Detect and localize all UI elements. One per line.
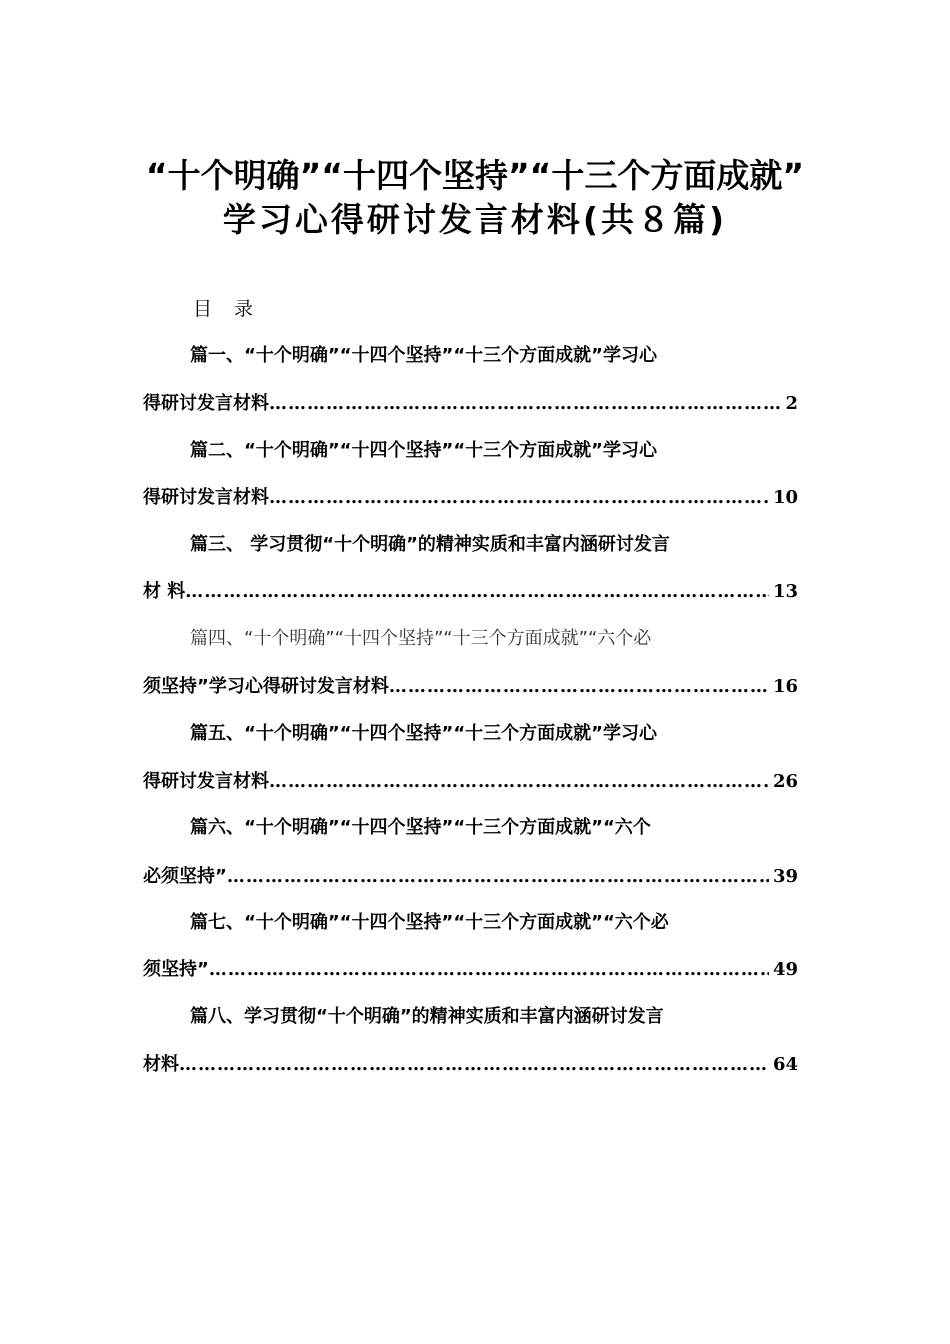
toc-entry-6-line-1[interactable]: 篇六、“十个明确”“十四个坚持”“十三个方面成就”“六个 bbox=[190, 817, 651, 838]
toc-entry-5-title-end: 得研讨发言材料 bbox=[143, 771, 269, 792]
toc-entry-6-page: 39 bbox=[772, 866, 798, 887]
toc-entry-3-page: 13 bbox=[772, 581, 798, 602]
toc-entry-6-leader bbox=[227, 863, 769, 891]
toc-entry-4-line-2[interactable] bbox=[143, 673, 798, 701]
toc-entry-1-line-2[interactable] bbox=[143, 390, 798, 418]
toc-entry-7-title-end: 须坚持” bbox=[143, 959, 209, 980]
toc-entry-1-line-1[interactable]: 篇一、“十个明确”“十四个坚持”“十三个方面成就”学习心 bbox=[190, 345, 657, 366]
toc-entry-4-line-1[interactable]: 篇四、“十个明确”“十四个坚持”“十三个方面成就”“六个必 bbox=[190, 628, 652, 649]
toc-entry-8-line-2[interactable] bbox=[143, 1051, 798, 1079]
toc-entry-7-leader bbox=[209, 956, 769, 984]
toc-entry-2-title-end: 得研讨发言材料 bbox=[143, 487, 269, 508]
toc-entry-6-line-2[interactable] bbox=[143, 863, 798, 891]
toc-entry-1-title-end: 得研讨发言材料 bbox=[143, 393, 269, 414]
toc-entry-3-title-end: 材 料 bbox=[143, 581, 186, 602]
document-title-line-1: “十个明确”“十四个坚持”“十三个方面成就” bbox=[145, 156, 805, 195]
toc-entry-2-line-2[interactable] bbox=[143, 484, 798, 512]
toc-entry-1-page: 2 bbox=[785, 393, 798, 414]
toc-entry-2-line-1[interactable]: 篇二、“十个明确”“十四个坚持”“十三个方面成就”学习心 bbox=[190, 440, 657, 461]
toc-entry-2-leader bbox=[269, 484, 769, 512]
toc-entry-5-line-2[interactable] bbox=[143, 768, 798, 796]
document-title-line-2: 学习心得研讨发言材料(共８篇) bbox=[222, 200, 728, 239]
toc-entry-4-page: 16 bbox=[772, 676, 798, 697]
toc-entry-8-title-end: 材料 bbox=[143, 1054, 179, 1075]
toc-entry-7-line-2[interactable] bbox=[143, 956, 798, 984]
toc-entry-2-page: 10 bbox=[772, 487, 798, 508]
toc-heading: 目录 bbox=[193, 298, 276, 320]
toc-entry-7-page: 49 bbox=[772, 959, 798, 980]
toc-entry-5-leader bbox=[269, 768, 769, 796]
toc-entry-5-line-1[interactable]: 篇五、“十个明确”“十四个坚持”“十三个方面成就”学习心 bbox=[190, 723, 657, 744]
toc-entry-3-line-2[interactable] bbox=[143, 578, 798, 606]
toc-entry-7-line-1[interactable]: 篇七、“十个明确”“十四个坚持”“十三个方面成就”“六个必 bbox=[190, 912, 669, 933]
toc-entry-3-line-1[interactable]: 篇三、 学习贯彻“十个明确”的精神实质和丰富内涵研讨发言 bbox=[190, 534, 670, 555]
toc-entry-3-leader bbox=[185, 578, 769, 606]
toc-entry-6-title-end: 必须坚持” bbox=[143, 866, 227, 887]
toc-entry-5-page: 26 bbox=[772, 771, 798, 792]
toc-entry-8-leader bbox=[179, 1051, 769, 1079]
toc-entry-8-line-1[interactable]: 篇八、学习贯彻“十个明确”的精神实质和丰富内涵研讨发言 bbox=[190, 1006, 664, 1027]
toc-entry-4-leader bbox=[389, 673, 769, 701]
toc-entry-1-leader bbox=[269, 390, 781, 418]
toc-entry-8-page: 64 bbox=[772, 1054, 798, 1075]
toc-entry-4-title-end: 须坚持”学习心得研讨发言材料 bbox=[143, 676, 389, 697]
